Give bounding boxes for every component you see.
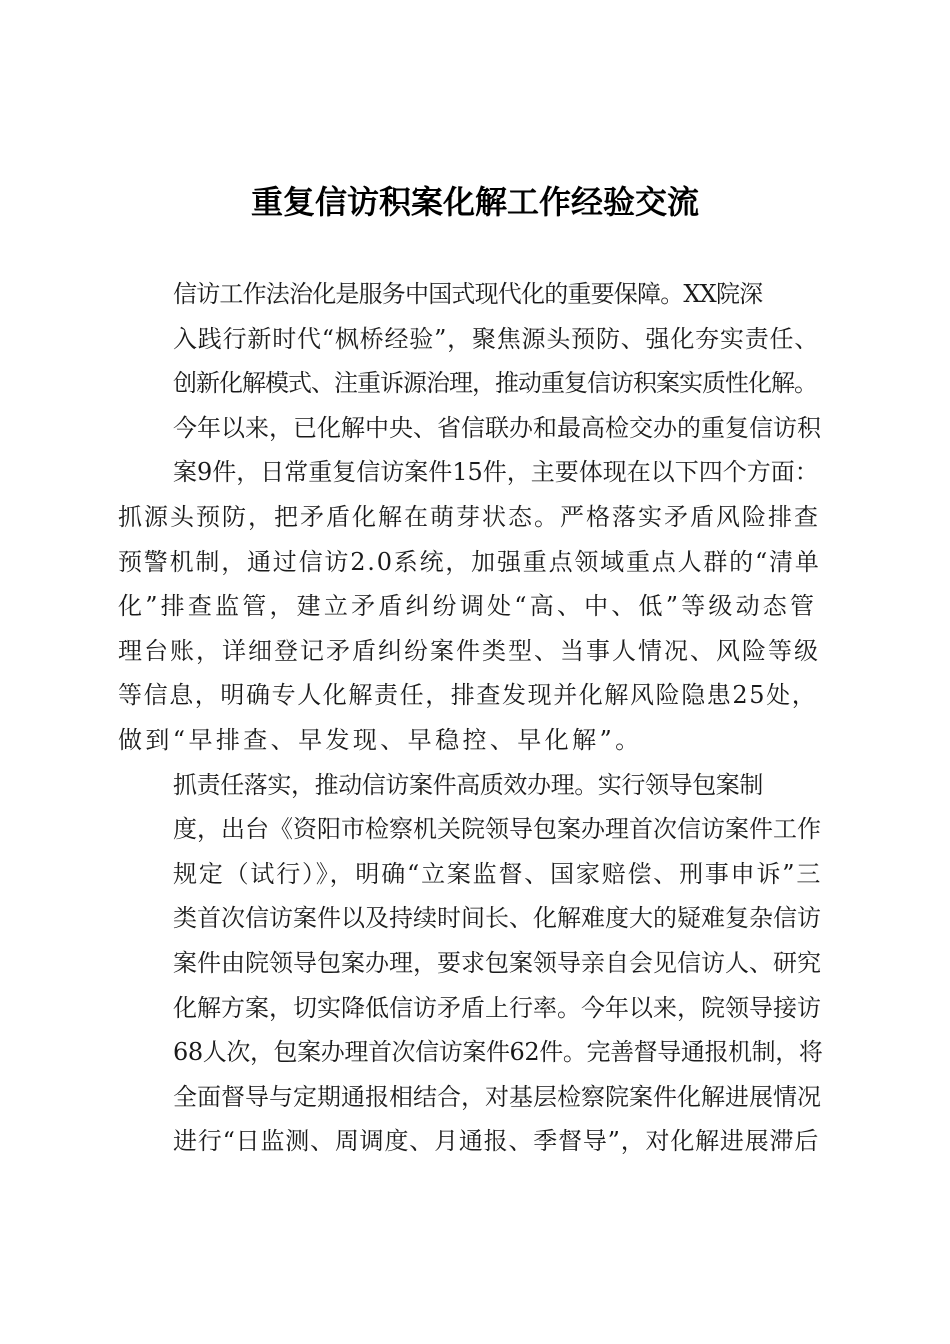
text-line: 入践行新时代“枫桥经验”，聚焦源头预防、强化夯实责任、 (173, 324, 820, 353)
text-line: 创新化解模式、注重诉源治理，推动重复信访积案实质性化解。 (173, 369, 817, 398)
document-title: 重复信访积案化解工作经验交流 (250, 183, 699, 221)
text-line: 理台账，详细登记矛盾纠纷案件类型、当事人情况、风险等级 (118, 636, 820, 665)
text-line: 抓源头预防，把矛盾化解在萌芽状态。严格落实矛盾风险排查 (118, 502, 820, 531)
text-line: 度，出台《资阳市检察机关院领导包案办理首次信访案件工作 (173, 815, 821, 844)
text-line: 预警机制，通过信访2.0系统，加强重点领域重点人群的“清单 (118, 547, 821, 576)
text-line: 类首次信访案件以及持续时间长、化解难度大的疑难复杂信访 (173, 904, 821, 933)
text-line: 今年以来，已化解中央、省信联办和最高检交办的重复信访积 (173, 413, 821, 442)
paragraph-source-prevention (118, 495, 822, 763)
paragraph-intro (118, 272, 822, 495)
text-line: 抓责任落实，推动信访案件高质效办理。实行领导包案制 (173, 770, 763, 799)
text-line: 规定（试行）》，明确“立案监督、国家赔偿、刑事申诉”三 (173, 859, 823, 888)
text-line: 等信息，明确专人化解责任，排查发现并化解风险隐患25处， (118, 681, 818, 710)
text-line: 化解方案，切实降低信访矛盾上行率。今年以来，院领导接访 (173, 993, 821, 1022)
text-line: 信访工作法治化是服务中国式现代化的重要保障。XX院深 (173, 280, 763, 308)
text-line: 化”排查监管，建立矛盾纠纷调处“高、中、低”等级动态管 (118, 592, 818, 621)
text-line: 进行“日监测、周调度、月通报、季督导”，对化解进展滞后 (173, 1127, 820, 1156)
text-line: 68人次，包案办理首次信访案件62件。完善督导通报机制，将 (173, 1038, 823, 1067)
text-line: 案件由院领导包案办理，要求包案领导亲自会见信访人、研究 (173, 948, 821, 977)
paragraph-responsibility (118, 763, 822, 1164)
text-line: 做到“早排查、早发现、早稳控、早化解”。 (118, 725, 643, 754)
document-body (118, 272, 822, 1164)
text-line: 全面督导与定期通报相结合，对基层检察院案件化解进展情况 (173, 1082, 821, 1111)
text-line: 案9件，日常重复信访案件15件，主要体现在以下四个方面： (173, 458, 819, 487)
